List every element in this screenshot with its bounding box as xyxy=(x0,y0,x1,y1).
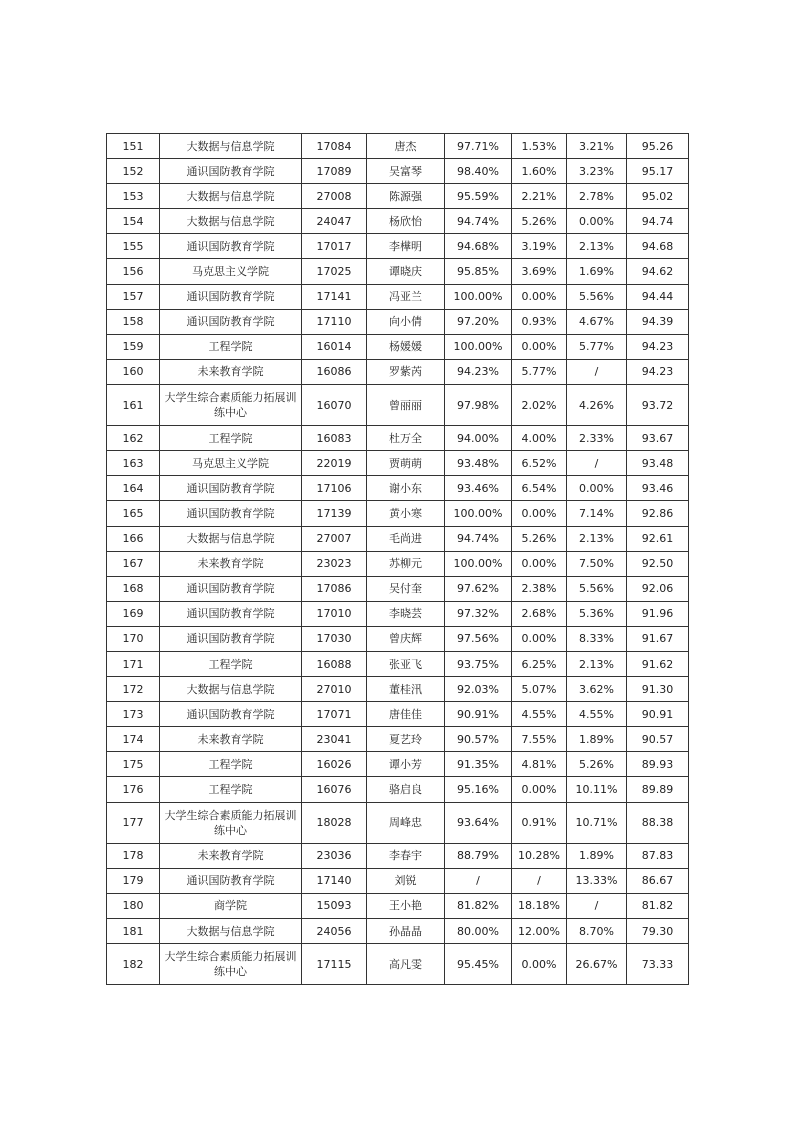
name-cell: 杨媛媛 xyxy=(367,334,445,359)
rate-a-cell: 90.91% xyxy=(445,702,512,727)
rate-c-cell: 4.26% xyxy=(567,384,627,425)
id-cell: 23036 xyxy=(302,843,367,868)
id-cell: 24056 xyxy=(302,919,367,944)
id-cell: 17025 xyxy=(302,259,367,284)
rate-a-cell: 80.00% xyxy=(445,919,512,944)
rate-a-cell: 98.40% xyxy=(445,159,512,184)
rank-cell: 174 xyxy=(107,727,160,752)
name-cell: 黄小寒 xyxy=(367,501,445,526)
college-cell: 通识国防教育学院 xyxy=(160,576,302,601)
rate-c-cell: 2.13% xyxy=(567,234,627,259)
table-row xyxy=(107,451,689,476)
college-cell: 通识国防教育学院 xyxy=(160,601,302,626)
name-cell: 唐佳佳 xyxy=(367,702,445,727)
college-cell: 马克思主义学院 xyxy=(160,451,302,476)
table-row xyxy=(107,944,689,985)
id-cell: 17089 xyxy=(302,159,367,184)
score-cell: 92.61 xyxy=(627,526,689,551)
rate-b-cell: 2.02% xyxy=(512,384,567,425)
name-cell: 李樺明 xyxy=(367,234,445,259)
name-cell: 吴付奎 xyxy=(367,576,445,601)
rate-a-cell: 92.03% xyxy=(445,677,512,702)
id-cell: 16086 xyxy=(302,359,367,384)
rate-b-cell: 0.00% xyxy=(512,551,567,576)
college-cell: 工程学院 xyxy=(160,752,302,777)
name-cell: 冯亚兰 xyxy=(367,284,445,309)
rate-a-cell: 97.32% xyxy=(445,601,512,626)
id-cell: 17110 xyxy=(302,309,367,334)
rate-b-cell: 6.54% xyxy=(512,476,567,501)
rate-c-cell: 5.26% xyxy=(567,752,627,777)
name-cell: 谭小芳 xyxy=(367,752,445,777)
name-cell: 高凡雯 xyxy=(367,944,445,985)
rank-cell: 180 xyxy=(107,893,160,918)
rate-c-cell: 8.70% xyxy=(567,919,627,944)
rate-a-cell: 93.75% xyxy=(445,651,512,676)
rate-a-cell: 95.45% xyxy=(445,944,512,985)
table-row xyxy=(107,677,689,702)
score-cell: 73.33 xyxy=(627,944,689,985)
college-cell: 商学院 xyxy=(160,893,302,918)
id-cell: 17086 xyxy=(302,576,367,601)
rate-c-cell: 7.50% xyxy=(567,551,627,576)
score-cell: 93.72 xyxy=(627,384,689,425)
id-cell: 27010 xyxy=(302,677,367,702)
college-cell: 大学生综合素质能力拓展训练中心 xyxy=(160,384,302,425)
table-row xyxy=(107,184,689,209)
rate-a-cell: 97.56% xyxy=(445,626,512,651)
score-cell: 95.02 xyxy=(627,184,689,209)
table-row xyxy=(107,159,689,184)
rate-a-cell: 90.57% xyxy=(445,727,512,752)
name-cell: 刘锐 xyxy=(367,868,445,893)
rate-a-cell: 94.74% xyxy=(445,526,512,551)
rate-c-cell: 26.67% xyxy=(567,944,627,985)
table-row xyxy=(107,359,689,384)
college-cell: 未来教育学院 xyxy=(160,551,302,576)
id-cell: 17139 xyxy=(302,501,367,526)
table-row xyxy=(107,259,689,284)
table-row xyxy=(107,777,689,802)
rate-a-cell: 97.20% xyxy=(445,309,512,334)
rate-b-cell: 1.60% xyxy=(512,159,567,184)
college-cell: 大数据与信息学院 xyxy=(160,677,302,702)
table-row xyxy=(107,334,689,359)
id-cell: 27007 xyxy=(302,526,367,551)
rate-b-cell: 0.00% xyxy=(512,334,567,359)
rank-cell: 165 xyxy=(107,501,160,526)
name-cell: 董桂汛 xyxy=(367,677,445,702)
table-row xyxy=(107,727,689,752)
rank-cell: 152 xyxy=(107,159,160,184)
rate-c-cell: 13.33% xyxy=(567,868,627,893)
score-cell: 79.30 xyxy=(627,919,689,944)
rate-c-cell: 5.56% xyxy=(567,284,627,309)
id-cell: 16076 xyxy=(302,777,367,802)
college-cell: 工程学院 xyxy=(160,777,302,802)
table-row xyxy=(107,501,689,526)
college-cell: 大数据与信息学院 xyxy=(160,209,302,234)
rate-c-cell: 5.56% xyxy=(567,576,627,601)
table-row xyxy=(107,426,689,451)
rate-a-cell: 95.16% xyxy=(445,777,512,802)
table-row xyxy=(107,476,689,501)
college-cell: 大学生综合素质能力拓展训练中心 xyxy=(160,944,302,985)
rate-b-cell: 4.81% xyxy=(512,752,567,777)
id-cell: 16014 xyxy=(302,334,367,359)
name-cell: 张亚飞 xyxy=(367,651,445,676)
college-cell: 大数据与信息学院 xyxy=(160,919,302,944)
rank-cell: 173 xyxy=(107,702,160,727)
table-row xyxy=(107,309,689,334)
rate-c-cell: 1.69% xyxy=(567,259,627,284)
name-cell: 周峰忠 xyxy=(367,802,445,843)
rate-c-cell: 3.21% xyxy=(567,134,627,159)
college-cell: 通识国防教育学院 xyxy=(160,284,302,309)
college-cell: 通识国防教育学院 xyxy=(160,234,302,259)
college-cell: 通识国防教育学院 xyxy=(160,702,302,727)
score-cell: 91.30 xyxy=(627,677,689,702)
rate-a-cell: 97.98% xyxy=(445,384,512,425)
id-cell: 23023 xyxy=(302,551,367,576)
rate-b-cell: / xyxy=(512,868,567,893)
rate-b-cell: 2.21% xyxy=(512,184,567,209)
ranking-table xyxy=(106,133,689,985)
rank-cell: 151 xyxy=(107,134,160,159)
rate-a-cell: 100.00% xyxy=(445,551,512,576)
rate-a-cell: 88.79% xyxy=(445,843,512,868)
table-row xyxy=(107,384,689,425)
table-row xyxy=(107,576,689,601)
name-cell: 杨欣怡 xyxy=(367,209,445,234)
rate-c-cell: 4.67% xyxy=(567,309,627,334)
college-cell: 通识国防教育学院 xyxy=(160,309,302,334)
rate-a-cell: 100.00% xyxy=(445,334,512,359)
id-cell: 16026 xyxy=(302,752,367,777)
rate-a-cell: 91.35% xyxy=(445,752,512,777)
rate-c-cell: 8.33% xyxy=(567,626,627,651)
rate-a-cell: 93.46% xyxy=(445,476,512,501)
college-cell: 大数据与信息学院 xyxy=(160,526,302,551)
rank-cell: 162 xyxy=(107,426,160,451)
score-cell: 94.68 xyxy=(627,234,689,259)
college-cell: 工程学院 xyxy=(160,426,302,451)
rate-b-cell: 5.26% xyxy=(512,209,567,234)
table-row xyxy=(107,868,689,893)
id-cell: 15093 xyxy=(302,893,367,918)
table-row xyxy=(107,651,689,676)
name-cell: 向小倩 xyxy=(367,309,445,334)
rate-c-cell: 2.13% xyxy=(567,526,627,551)
score-cell: 94.74 xyxy=(627,209,689,234)
rate-b-cell: 0.00% xyxy=(512,777,567,802)
college-cell: 大数据与信息学院 xyxy=(160,134,302,159)
score-cell: 91.62 xyxy=(627,651,689,676)
rank-cell: 179 xyxy=(107,868,160,893)
score-cell: 89.93 xyxy=(627,752,689,777)
rate-c-cell: 7.14% xyxy=(567,501,627,526)
rank-cell: 153 xyxy=(107,184,160,209)
id-cell: 16070 xyxy=(302,384,367,425)
name-cell: 谢小东 xyxy=(367,476,445,501)
rate-c-cell: 10.11% xyxy=(567,777,627,802)
id-cell: 17115 xyxy=(302,944,367,985)
name-cell: 唐杰 xyxy=(367,134,445,159)
id-cell: 17017 xyxy=(302,234,367,259)
id-cell: 17141 xyxy=(302,284,367,309)
college-cell: 大数据与信息学院 xyxy=(160,184,302,209)
table-row xyxy=(107,551,689,576)
rate-b-cell: 12.00% xyxy=(512,919,567,944)
rank-cell: 155 xyxy=(107,234,160,259)
name-cell: 毛尚进 xyxy=(367,526,445,551)
rate-a-cell: 95.59% xyxy=(445,184,512,209)
college-cell: 工程学院 xyxy=(160,334,302,359)
rate-b-cell: 5.26% xyxy=(512,526,567,551)
college-cell: 通识国防教育学院 xyxy=(160,626,302,651)
table-row xyxy=(107,134,689,159)
score-cell: 91.67 xyxy=(627,626,689,651)
rate-b-cell: 3.69% xyxy=(512,259,567,284)
rate-b-cell: 5.07% xyxy=(512,677,567,702)
rate-c-cell: 3.23% xyxy=(567,159,627,184)
name-cell: 苏柳元 xyxy=(367,551,445,576)
rate-b-cell: 1.53% xyxy=(512,134,567,159)
rate-a-cell: 94.00% xyxy=(445,426,512,451)
rank-cell: 154 xyxy=(107,209,160,234)
rate-b-cell: 2.68% xyxy=(512,601,567,626)
rate-c-cell: 5.36% xyxy=(567,601,627,626)
name-cell: 杜万全 xyxy=(367,426,445,451)
rate-b-cell: 3.19% xyxy=(512,234,567,259)
rate-a-cell: 94.74% xyxy=(445,209,512,234)
rank-cell: 156 xyxy=(107,259,160,284)
college-cell: 大学生综合素质能力拓展训练中心 xyxy=(160,802,302,843)
id-cell: 17010 xyxy=(302,601,367,626)
id-cell: 22019 xyxy=(302,451,367,476)
rank-cell: 176 xyxy=(107,777,160,802)
name-cell: 曾丽丽 xyxy=(367,384,445,425)
name-cell: 夏艺玲 xyxy=(367,727,445,752)
score-cell: 94.39 xyxy=(627,309,689,334)
score-cell: 90.91 xyxy=(627,702,689,727)
name-cell: 陈源强 xyxy=(367,184,445,209)
college-cell: 通识国防教育学院 xyxy=(160,159,302,184)
table-row xyxy=(107,702,689,727)
rate-a-cell: 100.00% xyxy=(445,501,512,526)
rate-c-cell: / xyxy=(567,893,627,918)
table-row xyxy=(107,284,689,309)
rate-c-cell: 2.33% xyxy=(567,426,627,451)
score-cell: 95.26 xyxy=(627,134,689,159)
rate-c-cell: 1.89% xyxy=(567,843,627,868)
score-cell: 94.44 xyxy=(627,284,689,309)
rate-a-cell: 95.85% xyxy=(445,259,512,284)
score-cell: 94.62 xyxy=(627,259,689,284)
name-cell: 贾萌萌 xyxy=(367,451,445,476)
rank-cell: 161 xyxy=(107,384,160,425)
name-cell: 吴富琴 xyxy=(367,159,445,184)
table-row xyxy=(107,919,689,944)
rank-cell: 166 xyxy=(107,526,160,551)
rank-cell: 164 xyxy=(107,476,160,501)
rank-cell: 159 xyxy=(107,334,160,359)
table-row xyxy=(107,893,689,918)
rate-c-cell: 5.77% xyxy=(567,334,627,359)
name-cell: 孙晶晶 xyxy=(367,919,445,944)
name-cell: 谭晓庆 xyxy=(367,259,445,284)
rate-a-cell: 81.82% xyxy=(445,893,512,918)
rate-b-cell: 4.55% xyxy=(512,702,567,727)
table-row xyxy=(107,752,689,777)
rate-c-cell: 0.00% xyxy=(567,209,627,234)
score-cell: 89.89 xyxy=(627,777,689,802)
id-cell: 17030 xyxy=(302,626,367,651)
rate-c-cell: 2.78% xyxy=(567,184,627,209)
college-cell: 未来教育学院 xyxy=(160,359,302,384)
rate-a-cell: 100.00% xyxy=(445,284,512,309)
score-cell: 93.46 xyxy=(627,476,689,501)
score-cell: 95.17 xyxy=(627,159,689,184)
rank-cell: 177 xyxy=(107,802,160,843)
score-cell: 88.38 xyxy=(627,802,689,843)
id-cell: 16083 xyxy=(302,426,367,451)
college-cell: 通识国防教育学院 xyxy=(160,476,302,501)
rank-cell: 169 xyxy=(107,601,160,626)
id-cell: 16088 xyxy=(302,651,367,676)
rate-b-cell: 0.93% xyxy=(512,309,567,334)
name-cell: 王小艳 xyxy=(367,893,445,918)
rate-a-cell: 94.68% xyxy=(445,234,512,259)
rate-c-cell: 10.71% xyxy=(567,802,627,843)
rate-a-cell: 93.64% xyxy=(445,802,512,843)
rate-b-cell: 4.00% xyxy=(512,426,567,451)
rate-b-cell: 0.00% xyxy=(512,284,567,309)
name-cell: 罗紫芮 xyxy=(367,359,445,384)
table-row xyxy=(107,626,689,651)
rate-c-cell: 4.55% xyxy=(567,702,627,727)
rate-b-cell: 10.28% xyxy=(512,843,567,868)
rank-cell: 172 xyxy=(107,677,160,702)
score-cell: 90.57 xyxy=(627,727,689,752)
score-cell: 87.83 xyxy=(627,843,689,868)
id-cell: 24047 xyxy=(302,209,367,234)
rank-cell: 158 xyxy=(107,309,160,334)
college-cell: 通识国防教育学院 xyxy=(160,501,302,526)
table-row xyxy=(107,802,689,843)
rank-cell: 182 xyxy=(107,944,160,985)
score-cell: 93.48 xyxy=(627,451,689,476)
rate-b-cell: 2.38% xyxy=(512,576,567,601)
college-cell: 通识国防教育学院 xyxy=(160,868,302,893)
rate-c-cell: 3.62% xyxy=(567,677,627,702)
score-cell: 94.23 xyxy=(627,359,689,384)
name-cell: 骆启良 xyxy=(367,777,445,802)
id-cell: 17071 xyxy=(302,702,367,727)
name-cell: 李晓芸 xyxy=(367,601,445,626)
table-row xyxy=(107,601,689,626)
rate-a-cell: 97.62% xyxy=(445,576,512,601)
score-cell: 93.67 xyxy=(627,426,689,451)
ranking-table-body xyxy=(107,134,689,985)
rate-c-cell: 0.00% xyxy=(567,476,627,501)
id-cell: 18028 xyxy=(302,802,367,843)
id-cell: 17084 xyxy=(302,134,367,159)
id-cell: 17140 xyxy=(302,868,367,893)
rate-b-cell: 5.77% xyxy=(512,359,567,384)
rate-b-cell: 0.00% xyxy=(512,944,567,985)
score-cell: 91.96 xyxy=(627,601,689,626)
rate-c-cell: 1.89% xyxy=(567,727,627,752)
id-cell: 27008 xyxy=(302,184,367,209)
table-row xyxy=(107,843,689,868)
rate-c-cell: 2.13% xyxy=(567,651,627,676)
rank-cell: 160 xyxy=(107,359,160,384)
score-cell: 92.50 xyxy=(627,551,689,576)
rate-c-cell: / xyxy=(567,359,627,384)
name-cell: 曾庆辉 xyxy=(367,626,445,651)
rank-cell: 163 xyxy=(107,451,160,476)
score-cell: 92.06 xyxy=(627,576,689,601)
rate-a-cell: 93.48% xyxy=(445,451,512,476)
rate-b-cell: 0.00% xyxy=(512,501,567,526)
rank-cell: 175 xyxy=(107,752,160,777)
id-cell: 17106 xyxy=(302,476,367,501)
rate-b-cell: 18.18% xyxy=(512,893,567,918)
rate-c-cell: / xyxy=(567,451,627,476)
table-row xyxy=(107,209,689,234)
rank-cell: 168 xyxy=(107,576,160,601)
table-row xyxy=(107,234,689,259)
rank-cell: 171 xyxy=(107,651,160,676)
college-cell: 马克思主义学院 xyxy=(160,259,302,284)
college-cell: 未来教育学院 xyxy=(160,727,302,752)
rate-b-cell: 6.52% xyxy=(512,451,567,476)
rank-cell: 178 xyxy=(107,843,160,868)
rate-b-cell: 6.25% xyxy=(512,651,567,676)
rate-a-cell: / xyxy=(445,868,512,893)
college-cell: 工程学院 xyxy=(160,651,302,676)
rank-cell: 170 xyxy=(107,626,160,651)
rank-cell: 181 xyxy=(107,919,160,944)
rate-b-cell: 0.91% xyxy=(512,802,567,843)
score-cell: 94.23 xyxy=(627,334,689,359)
score-cell: 86.67 xyxy=(627,868,689,893)
id-cell: 23041 xyxy=(302,727,367,752)
rate-b-cell: 7.55% xyxy=(512,727,567,752)
college-cell: 未来教育学院 xyxy=(160,843,302,868)
rate-a-cell: 94.23% xyxy=(445,359,512,384)
table-row xyxy=(107,526,689,551)
rank-cell: 157 xyxy=(107,284,160,309)
rate-b-cell: 0.00% xyxy=(512,626,567,651)
rate-a-cell: 97.71% xyxy=(445,134,512,159)
rank-cell: 167 xyxy=(107,551,160,576)
name-cell: 李春宇 xyxy=(367,843,445,868)
score-cell: 81.82 xyxy=(627,893,689,918)
score-cell: 92.86 xyxy=(627,501,689,526)
